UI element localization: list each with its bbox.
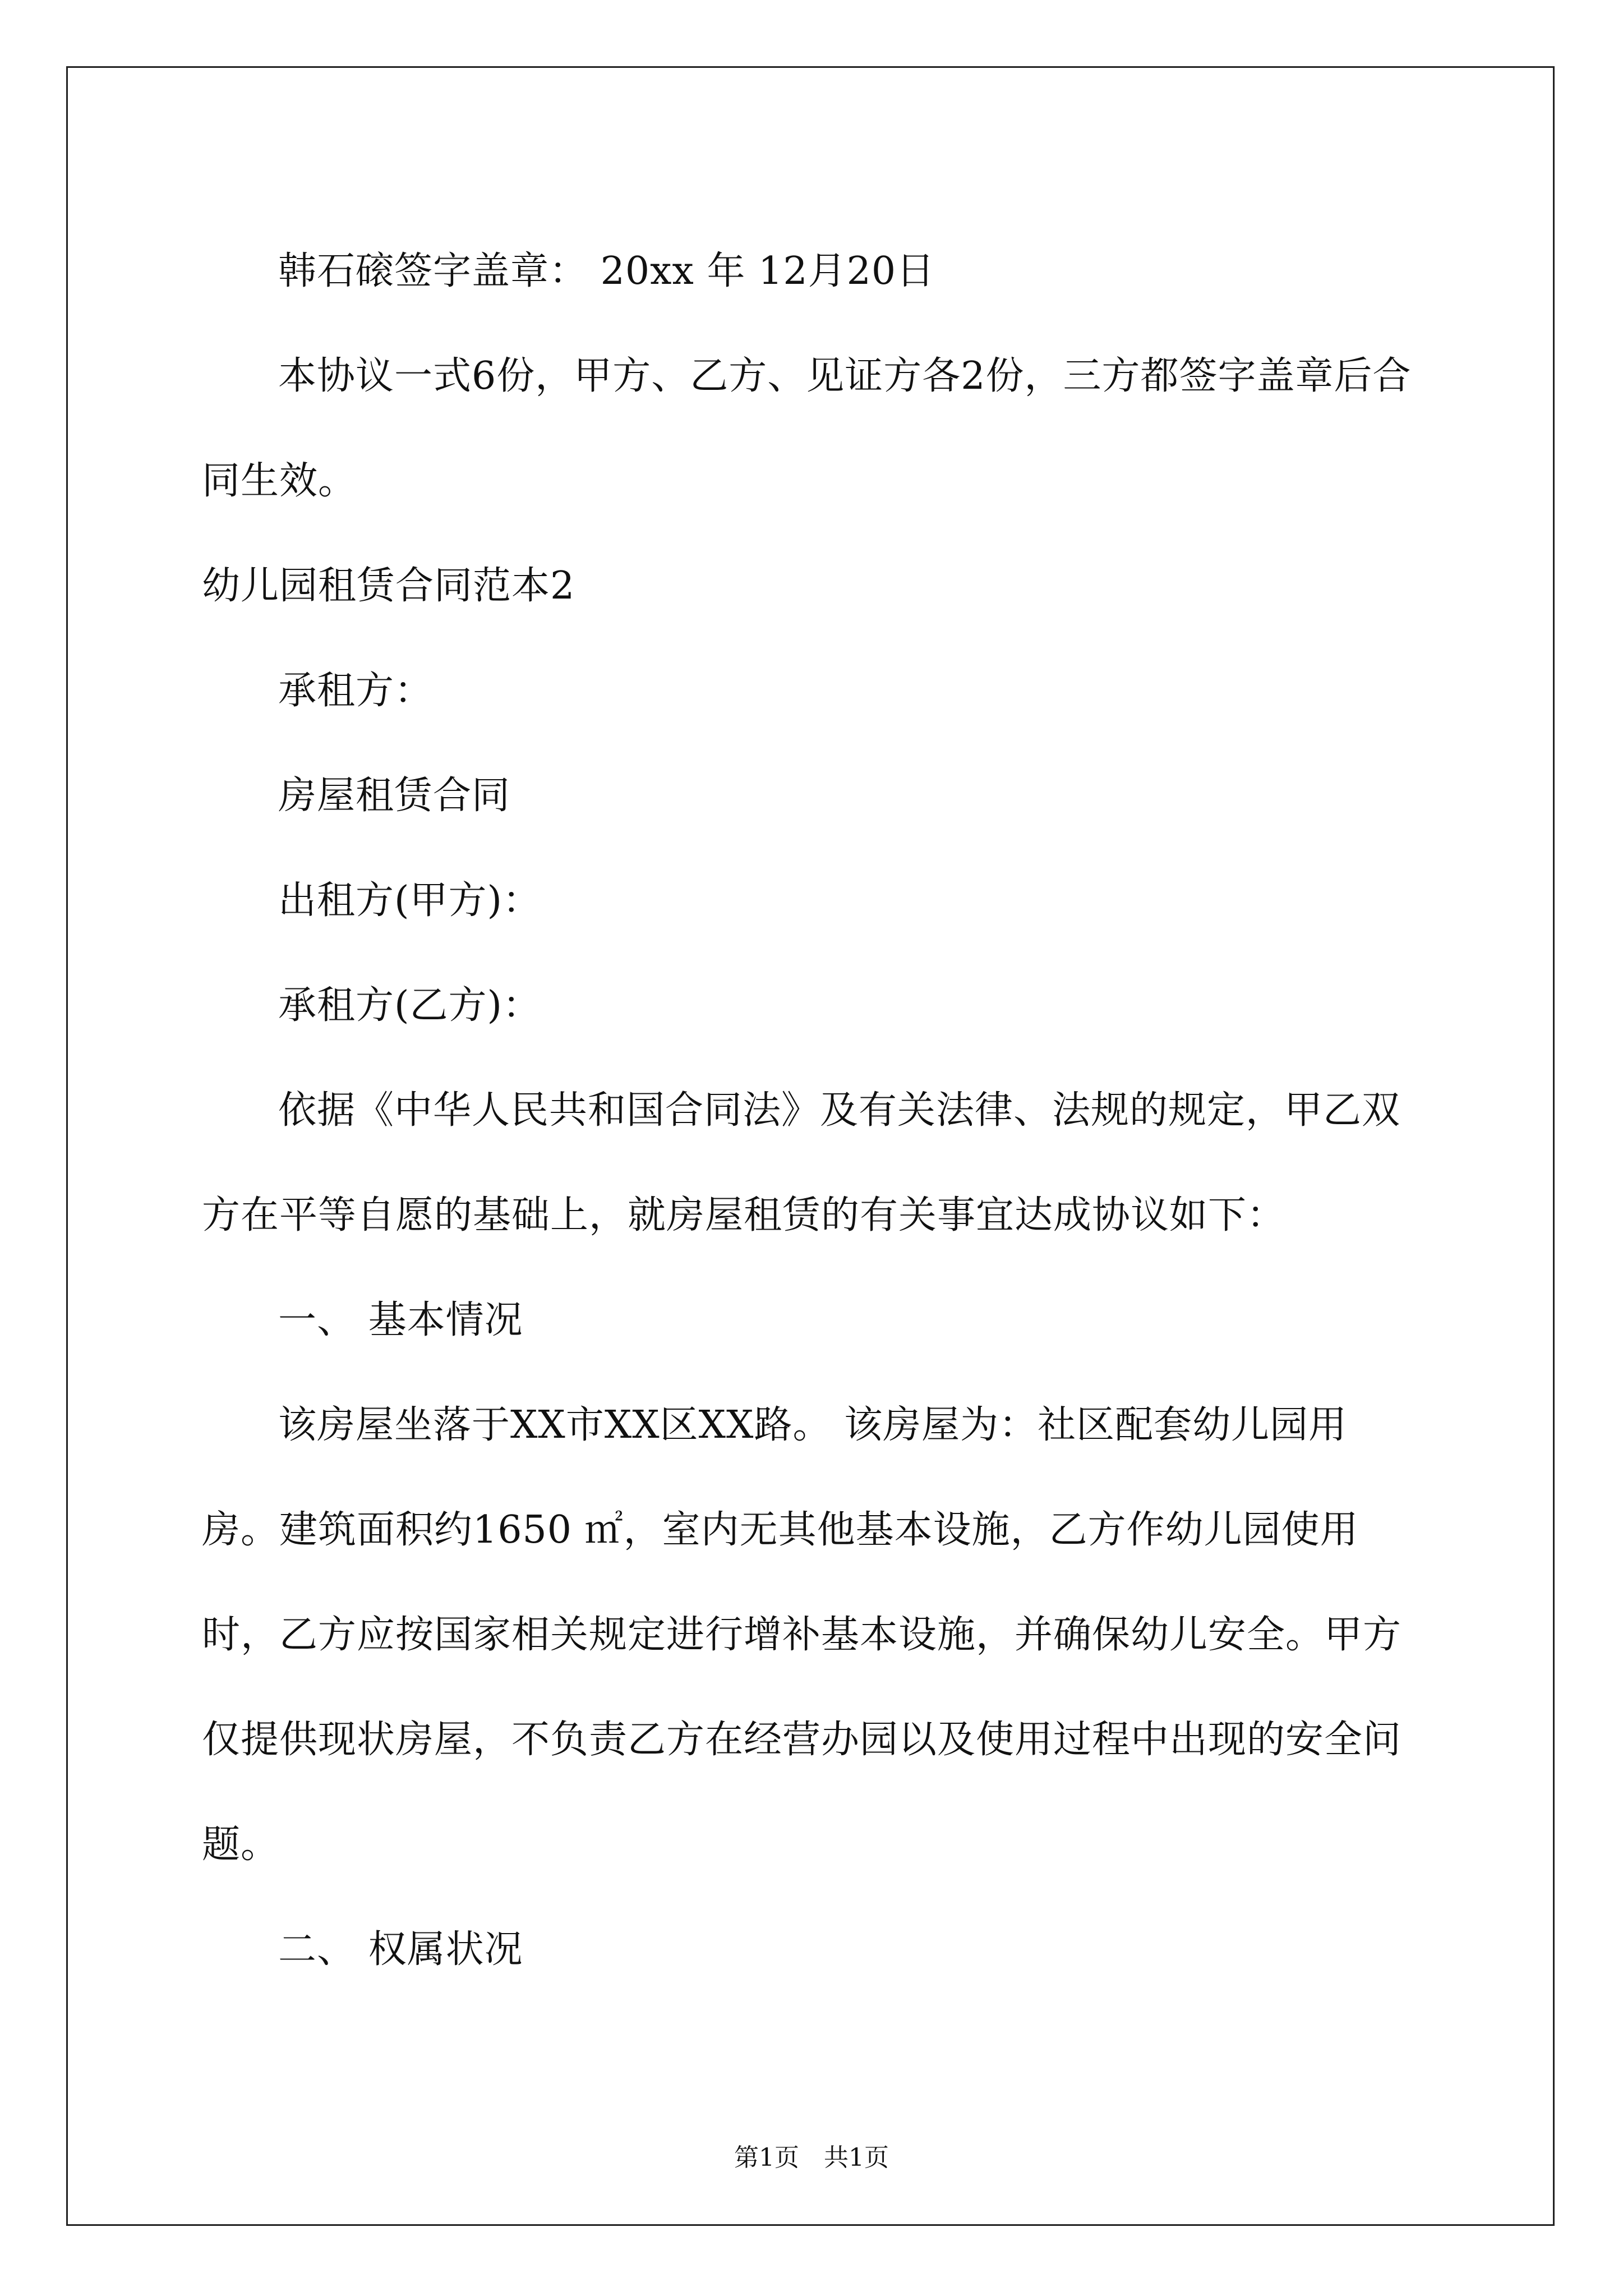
page-number-footer: 第1页 共1页	[734, 2143, 889, 2172]
document-body	[202, 219, 1424, 2002]
contract-title: 房屋租赁合同	[278, 774, 511, 818]
lessee-party-b: 承租方(乙方)：	[278, 983, 542, 1028]
signature-date-line: 韩石磙签字盖章： 20xx 年 12月20日	[278, 249, 935, 293]
heading-basic-info: 一、 基本情况	[278, 1298, 523, 1342]
section-title: 幼儿园租赁合同范本2	[202, 564, 575, 608]
legal-basis-paragraph: 依据《中华人民共和国合同法》及有关法律、法规的规定，甲乙双方在平等自愿的基础上，就房屋租赁的有关事宜达成协议如下：	[202, 1088, 1401, 1237]
premises-description: 该房屋坐落于XX市XX区XX路。 该房屋为：社区配套幼儿园用房。建筑面积约1650 ㎡，室内无其他基本设施，乙方作幼儿园使用时，乙方应按国家相关规定进行增补基本设施，并确保幼儿安全。甲方仅提供现状房屋，不负责乙方在经营办园以及使用过程中出现的安全问题。	[202, 1403, 1402, 1867]
copies-clause: 本协议一式6份，甲方、乙方、见证方各2份，三方都签字盖章后合同生效。	[202, 354, 1412, 503]
lessor-party-a: 出租方(甲方)：	[278, 878, 542, 923]
heading-ownership: 二、 权属状况	[278, 1927, 523, 1972]
lessee-label: 承租方：	[278, 669, 434, 713]
